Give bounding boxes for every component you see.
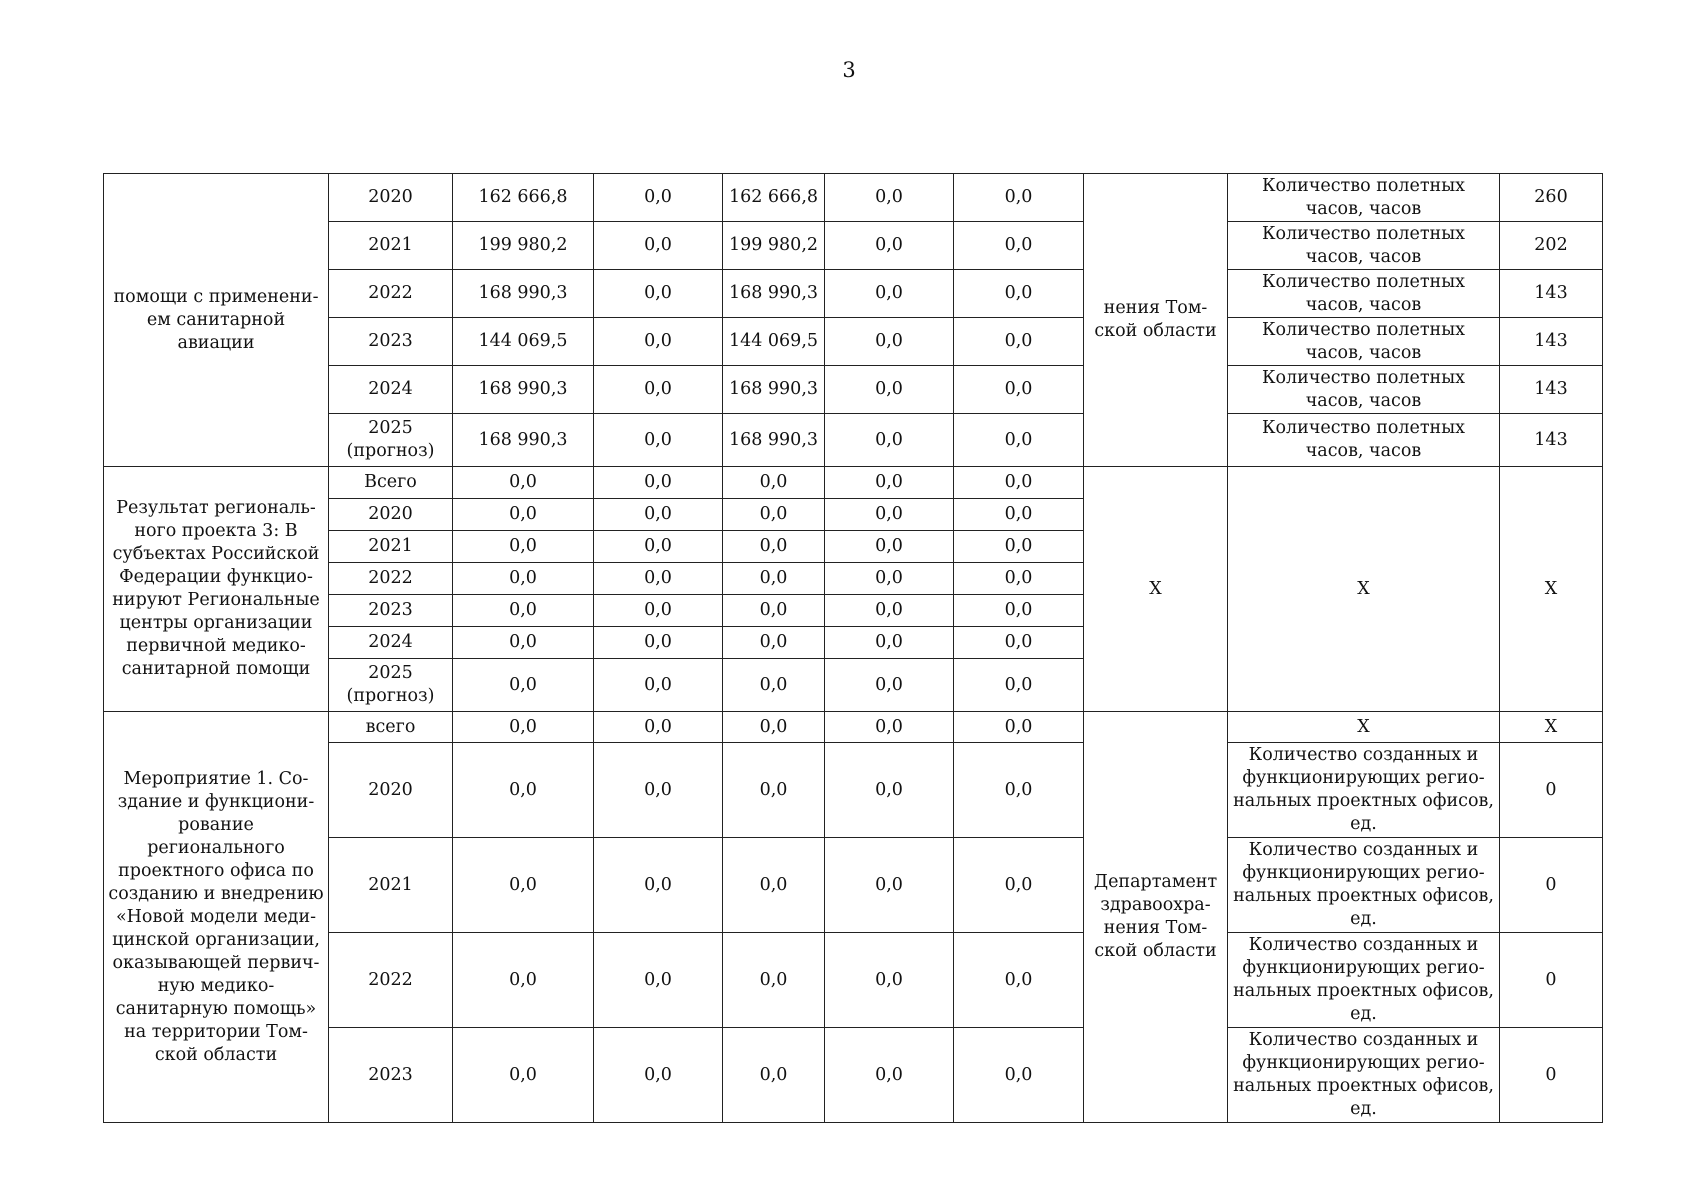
federal-cell: 0,0 [594,933,723,1028]
executor-cell: Департамент здравоохра-нения Том-ской области [1084,712,1228,1123]
local-cell: 0,0 [825,1028,954,1123]
total-cell: 0,0 [453,1028,594,1123]
year-cell: 2021 [329,222,453,270]
year-cell: 2022 [329,933,453,1028]
regional-cell: 0,0 [723,627,825,659]
year-cell: 2023 [329,1028,453,1123]
indicator-cell: Количество созданных и функционирующих регио-нальных проектных офисов, ед. [1228,743,1500,838]
table-row [104,270,1603,318]
total-cell: 0,0 [453,595,594,627]
year-cell: 2022 [329,270,453,318]
year-cell: 2021 [329,838,453,933]
year-cell: 2020 [329,499,453,531]
indicator-cell: Количество полетных часов, часов [1228,366,1500,414]
indicator-value-cell: 143 [1500,366,1603,414]
indicator-cell: Х [1228,712,1500,743]
regional-cell: 0,0 [723,659,825,712]
other-cell: 0,0 [954,467,1084,499]
activity-description: Мероприятие 1. Со-здание и функциони-рование регионального проектного офиса по созданию и внедрению «Новой модели меди-цинской организации, оказывающей первич-ную медико-санитарную помощь» на территории Том-ской области [104,712,329,1123]
indicator-cell: Количество полетных часов, часов [1228,174,1500,222]
total-cell: 0,0 [453,659,594,712]
year-cell: 2025 (прогноз) [329,659,453,712]
federal-cell: 0,0 [594,222,723,270]
other-cell: 0,0 [954,270,1084,318]
indicator-value-cell: Х [1500,467,1603,712]
indicator-cell: Количество полетных часов, часов [1228,414,1500,467]
table-row [104,933,1603,1028]
total-cell: 0,0 [453,467,594,499]
other-cell: 0,0 [954,627,1084,659]
result-description: Результат региональ-ного проекта 3: В субъектах Российской Федерации функцио-нируют Региональные центры организации первичной медико-санитарной помощи [104,467,329,712]
other-cell: 0,0 [954,414,1084,467]
regional-cell: 199 980,2 [723,222,825,270]
year-cell: 2021 [329,531,453,563]
local-cell: 0,0 [825,318,954,366]
federal-cell: 0,0 [594,1028,723,1123]
other-cell: 0,0 [954,712,1084,743]
regional-cell: 0,0 [723,499,825,531]
year-cell: 2022 [329,563,453,595]
local-cell: 0,0 [825,531,954,563]
year-cell: всего [329,712,453,743]
federal-cell: 0,0 [594,627,723,659]
total-cell: 0,0 [453,627,594,659]
other-cell: 0,0 [954,366,1084,414]
other-cell: 0,0 [954,531,1084,563]
total-cell: 199 980,2 [453,222,594,270]
indicator-value-cell: 143 [1500,318,1603,366]
regional-cell: 0,0 [723,1028,825,1123]
federal-cell: 0,0 [594,414,723,467]
indicator-cell: Количество созданных и функционирующих регио-нальных проектных офисов, ед. [1228,933,1500,1028]
total-cell: 0,0 [453,838,594,933]
regional-cell: 0,0 [723,595,825,627]
year-cell: 2024 [329,366,453,414]
table-row [104,222,1603,270]
regional-cell: 168 990,3 [723,270,825,318]
indicator-value-cell: 260 [1500,174,1603,222]
regional-cell: 0,0 [723,933,825,1028]
indicator-value-cell: 0 [1500,933,1603,1028]
federal-cell: 0,0 [594,499,723,531]
table-row [104,467,1603,499]
total-cell: 0,0 [453,531,594,563]
local-cell: 0,0 [825,499,954,531]
federal-cell: 0,0 [594,531,723,563]
executor-cell: Х [1084,467,1228,712]
indicator-value-cell: 202 [1500,222,1603,270]
other-cell: 0,0 [954,595,1084,627]
regional-cell: 168 990,3 [723,414,825,467]
other-cell: 0,0 [954,174,1084,222]
regional-cell: 0,0 [723,467,825,499]
regional-cell: 0,0 [723,531,825,563]
program-table [103,173,1603,1123]
other-cell: 0,0 [954,1028,1084,1123]
activity-description: помощи с применени-ем санитарной авиации [104,174,329,467]
federal-cell: 0,0 [594,270,723,318]
federal-cell: 0,0 [594,743,723,838]
other-cell: 0,0 [954,838,1084,933]
local-cell: 0,0 [825,467,954,499]
year-cell: Всего [329,467,453,499]
local-cell: 0,0 [825,659,954,712]
indicator-value-cell: Х [1500,712,1603,743]
year-cell: 2025 (прогноз) [329,414,453,467]
federal-cell: 0,0 [594,838,723,933]
regional-cell: 0,0 [723,712,825,743]
local-cell: 0,0 [825,222,954,270]
table-row [104,838,1603,933]
indicator-value-cell: 143 [1500,414,1603,467]
indicator-value-cell: 0 [1500,838,1603,933]
regional-cell: 0,0 [723,563,825,595]
year-cell: 2023 [329,595,453,627]
table-row [104,318,1603,366]
total-cell: 0,0 [453,743,594,838]
indicator-cell: Количество созданных и функционирующих регио-нальных проектных офисов, ед. [1228,1028,1500,1123]
federal-cell: 0,0 [594,563,723,595]
local-cell: 0,0 [825,174,954,222]
federal-cell: 0,0 [594,366,723,414]
year-cell: 2024 [329,627,453,659]
local-cell: 0,0 [825,366,954,414]
local-cell: 0,0 [825,743,954,838]
indicator-value-cell: 0 [1500,1028,1603,1123]
total-cell: 0,0 [453,563,594,595]
regional-cell: 144 069,5 [723,318,825,366]
total-cell: 0,0 [453,712,594,743]
other-cell: 0,0 [954,933,1084,1028]
local-cell: 0,0 [825,595,954,627]
regional-cell: 0,0 [723,743,825,838]
federal-cell: 0,0 [594,712,723,743]
regional-cell: 162 666,8 [723,174,825,222]
table-row [104,414,1603,467]
total-cell: 0,0 [453,933,594,1028]
federal-cell: 0,0 [594,467,723,499]
indicator-cell: Х [1228,467,1500,712]
local-cell: 0,0 [825,270,954,318]
table-row [104,174,1603,222]
local-cell: 0,0 [825,838,954,933]
table-row [104,366,1603,414]
indicator-cell: Количество полетных часов, часов [1228,222,1500,270]
federal-cell: 0,0 [594,174,723,222]
other-cell: 0,0 [954,499,1084,531]
other-cell: 0,0 [954,659,1084,712]
federal-cell: 0,0 [594,595,723,627]
executor-cell: нения Том-ской области [1084,174,1228,467]
regional-cell: 0,0 [723,838,825,933]
table-row [104,712,1603,743]
local-cell: 0,0 [825,414,954,467]
indicator-cell: Количество полетных часов, часов [1228,318,1500,366]
year-cell: 2020 [329,174,453,222]
year-cell: 2020 [329,743,453,838]
local-cell: 0,0 [825,563,954,595]
other-cell: 0,0 [954,563,1084,595]
total-cell: 168 990,3 [453,270,594,318]
total-cell: 168 990,3 [453,366,594,414]
page-number: 3 [842,58,856,82]
federal-cell: 0,0 [594,659,723,712]
table-row [104,743,1603,838]
indicator-value-cell: 143 [1500,270,1603,318]
local-cell: 0,0 [825,627,954,659]
total-cell: 144 069,5 [453,318,594,366]
other-cell: 0,0 [954,743,1084,838]
indicator-cell: Количество полетных часов, часов [1228,270,1500,318]
other-cell: 0,0 [954,222,1084,270]
regional-cell: 168 990,3 [723,366,825,414]
total-cell: 168 990,3 [453,414,594,467]
year-cell: 2023 [329,318,453,366]
local-cell: 0,0 [825,933,954,1028]
local-cell: 0,0 [825,712,954,743]
federal-cell: 0,0 [594,318,723,366]
total-cell: 0,0 [453,499,594,531]
other-cell: 0,0 [954,318,1084,366]
total-cell: 162 666,8 [453,174,594,222]
indicator-value-cell: 0 [1500,743,1603,838]
table-row [104,1028,1603,1123]
indicator-cell: Количество созданных и функционирующих регио-нальных проектных офисов, ед. [1228,838,1500,933]
